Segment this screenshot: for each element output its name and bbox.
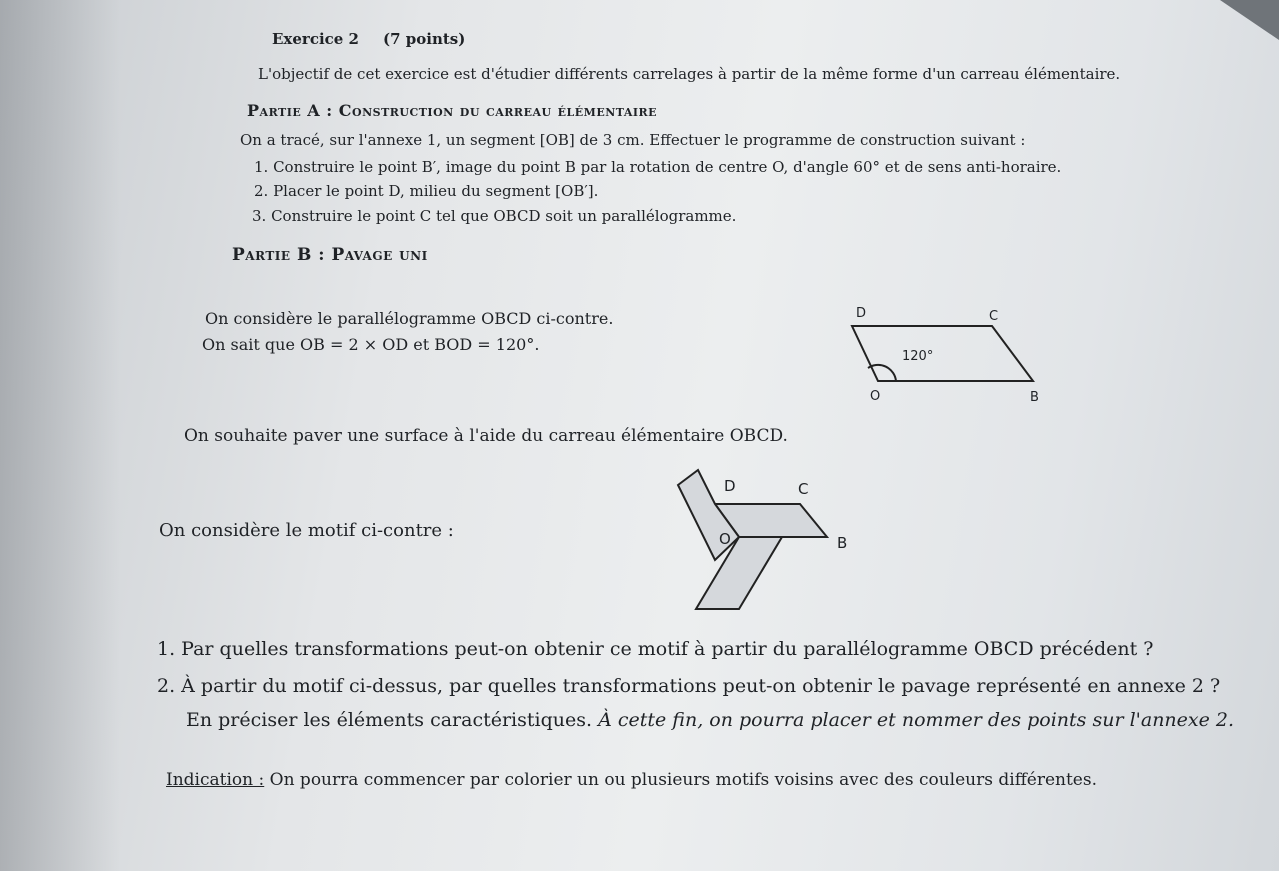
partB-pave-text: On souhaite paver une surface à l'aide du carreau élémentaire OBCD. bbox=[184, 426, 788, 446]
motif-label-b: B bbox=[837, 534, 848, 552]
label-c: C bbox=[989, 309, 999, 324]
partB-intro-2: On sait que OB = 2 × OD et BOD = 120°. bbox=[202, 335, 540, 354]
motif-label-d: D bbox=[724, 477, 736, 495]
partB-heading: Partie B : Pavage uni bbox=[232, 245, 428, 265]
question-2-details: En préciser les éléments caractéristiques. bbox=[186, 709, 593, 731]
parallelogram-figure bbox=[852, 306, 1039, 405]
partA-item-3: 3. Construire le point C tel que OBCD soit un parallélogramme. bbox=[252, 207, 737, 225]
parallelogram-obcd bbox=[852, 326, 1033, 381]
exercise-points: (7 points) bbox=[383, 30, 466, 48]
indication-label: Indication : bbox=[166, 770, 265, 790]
question-2-hint: À cette fin, on pourra placer et nommer des points sur l'annexe 2. bbox=[598, 709, 1235, 731]
label-angle: 120° bbox=[902, 349, 934, 364]
motif-label-c: C bbox=[798, 480, 809, 498]
exercise-intro: L'objectif de cet exercice est d'étudier différents carrelages à partir de la même forme d'un carreau élémentaire. bbox=[258, 65, 1121, 83]
partA-item-1: 1. Construire le point B′, image du point B par la rotation de centre O, d'angle 60° et de sens anti-horaire. bbox=[254, 158, 1062, 176]
label-b: B bbox=[1030, 390, 1039, 405]
partA-intro: On a tracé, sur l'annexe 1, un segment [OB] de 3 cm. Effectuer le programme de construction suivant : bbox=[240, 131, 1026, 149]
label-d: D bbox=[856, 306, 867, 321]
partA-heading: Partie A : Construction du carreau élémentaire bbox=[247, 101, 658, 120]
question-2: 2. À partir du motif ci-dessus, par quelles transformations peut-on obtenir le pavage représenté en annexe 2 ? bbox=[157, 675, 1221, 697]
exercise-title: Exercice 2 bbox=[272, 30, 359, 48]
motif-figure bbox=[678, 470, 847, 609]
partB-intro-1: On considère le parallélogramme OBCD ci-contre. bbox=[205, 309, 614, 328]
partB-motif-text: On considère le motif ci-contre : bbox=[159, 520, 454, 541]
label-o: O bbox=[870, 389, 881, 404]
motif-label-o: O bbox=[719, 530, 731, 548]
indication-text: On pourra commencer par colorier un ou plusieurs motifs voisins avec des couleurs différentes. bbox=[269, 770, 1097, 790]
question-1: 1. Par quelles transformations peut-on obtenir ce motif à partir du parallélogramme OBCD précédent ? bbox=[157, 638, 1154, 660]
partA-item-2: 2. Placer le point D, milieu du segment [OB′]. bbox=[254, 182, 599, 200]
